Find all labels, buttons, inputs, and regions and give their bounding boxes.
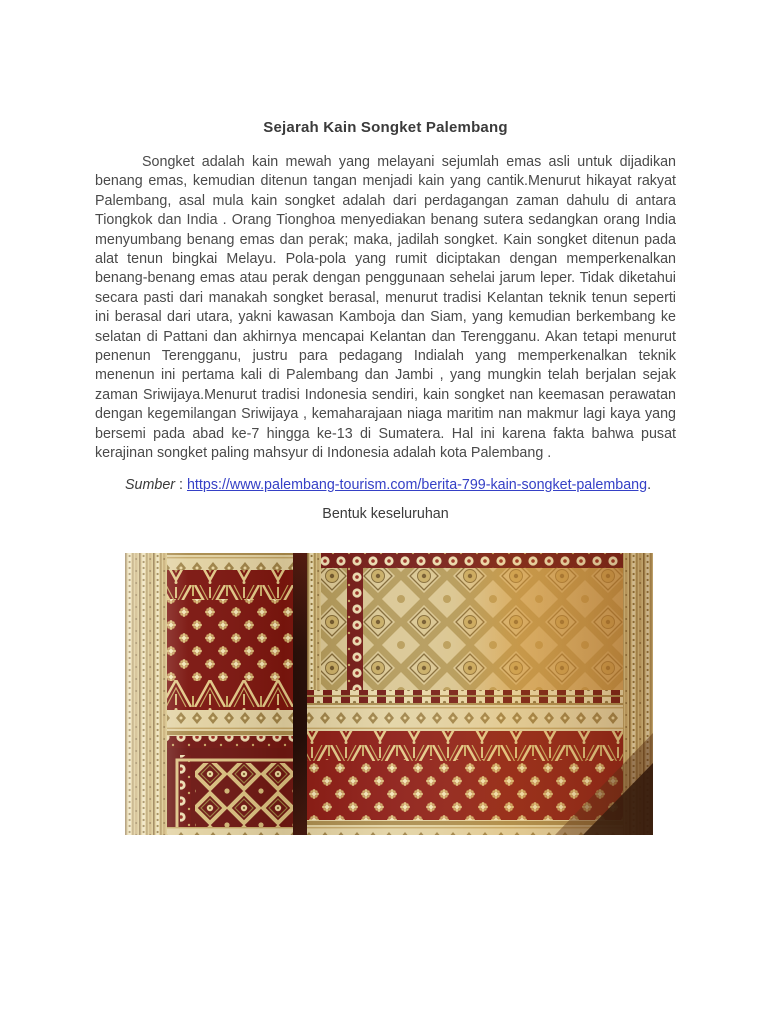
source-line xyxy=(95,476,676,495)
article-paragraph: Songket adalah kain mewah yang melayani sejumlah emas asli untuk dijadikan benang emas, kemudian ditenun tangan menjadi kain yang cantik.Menurut hikayat rakyat Palembang, asal mula kain songket adalah dari perdagangan zaman dahulu di antara Tiongkok dan India . Orang Tionghoa menyediakan benang sutera sedangkan orang India menyumbang benang emas dan perak; maka, jadilah songket. Kain songket ditenun pada alat tenun bingkai Melayu. Pola-pola yang rumit diciptakan dengan memperkenalkan benang-benang emas atau perak dengan penggunaan sehelai jarum leper. Tidak diketahui secara pasti dari manakah songket berasal, menurut tradisi Kelantan teknik tenun seperti ini berasal dari utara, yakni kawasan Kamboja dan Siam, yang kemudian berkembang ke selatan di Pattani dan akhirnya mencapai Kelantan dan Terengganu. Akan tetapi menurut penenun Terengganu, justru para pedagang Indialah yang memperkenalkan teknik menenun ini pertama kali di Palembang dan Jambi , yang mungkin telah berjalan sejak zaman Sriwijaya.Menurut tradisi Indonesia sendiri, kain songket nan keemasan perawatan dengan kegemilangan Sriwijaya , kemaharajaan niaga maritim nan makmur lagi kaya yang bersemi pada abad ke-7 hingga ke-13 di Sumatera. Hal ini karena fakta bahwa pusat kerajinan songket paling mahsyur di Indonesia adalah kota Palembang . xyxy=(95,154,676,462)
songket-fabric-photo xyxy=(125,553,653,835)
page-title: Sejarah Kain Songket Palembang xyxy=(263,119,508,136)
figure-caption: Bentuk keseluruhan xyxy=(322,505,449,522)
source-suffix: . xyxy=(647,476,652,493)
songket-fabric-illustration xyxy=(125,553,653,835)
source-link[interactable]: https://www.palembang-tourism.com/berita-799-kain-songket-palembang xyxy=(186,476,648,493)
source-label: Sumber xyxy=(125,476,176,493)
source-separator: : xyxy=(175,476,187,493)
